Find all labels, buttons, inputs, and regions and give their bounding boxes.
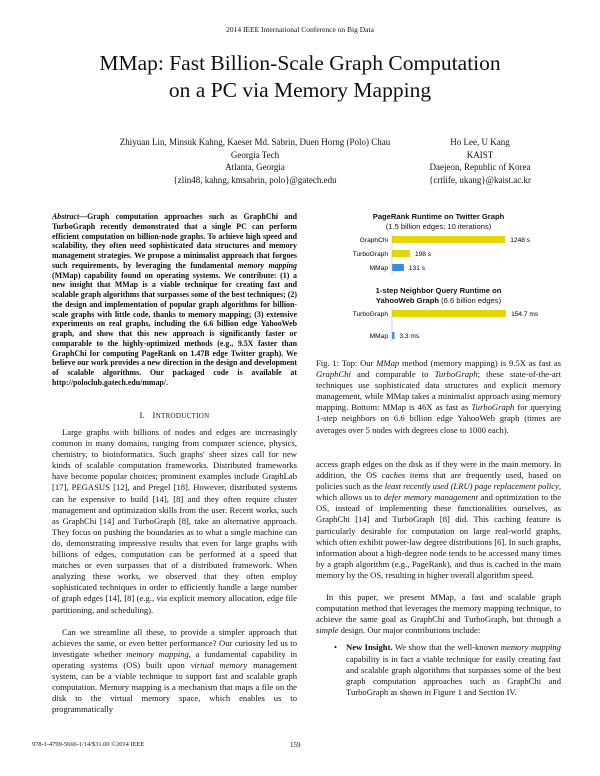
category-label: MMap xyxy=(369,333,388,340)
chart-1-title: PageRank Runtime on Twitter Graph (1.5 billion edges; 10 iterations) xyxy=(372,212,505,231)
bar-turbograph xyxy=(392,250,410,257)
bar-mmap xyxy=(392,264,404,271)
author-emails: {zlin48, kahng, kmsabrin, polo}@gatech.edu xyxy=(173,174,337,185)
category-label: MMap xyxy=(369,265,388,272)
value-label: 131 s xyxy=(408,265,426,272)
title-line-1: MMap: Fast Billion-Scale Graph Computation xyxy=(99,51,501,75)
category-label: GraphChi xyxy=(359,237,388,244)
paragraph: access graph edges on the disk as if they were in the main memory. In addition, the OS caches items that are frequently used, based on policies such as the least recently used (LRU) page replacement policy, which allows us to defer memory management and optimization to the OS, instead of implementing these functionalities ourselves, as GraphChi [14] and TurboGraph [8] did. This caching feature is particularly desirable for computation on large real-world graphs, which often exhibit power-law degree distributions [6]. In such graphs, information about a high-degree node tends to be accessed many times by a graph algorithm (e.g., PageRank), and thus is cached in the main memory by the OS, resulting in higher overall algorithm speed. xyxy=(316,459,562,580)
title-line-2: on a PC via Memory Mapping xyxy=(168,78,432,102)
page-number: 159 xyxy=(290,741,301,749)
chart-2-title: 1-step Neighbor Query Runtime on YahooWeb Graph (6.6 billion edges) xyxy=(375,286,502,305)
figure-1 xyxy=(316,212,561,436)
author-names: Zhiyuan Lin, Minsuk Kahng, Kaeser Md. Sabrin, Duen Horng (Polo) Chau xyxy=(119,137,391,147)
bar-turbograph xyxy=(392,310,506,317)
paragraph: Large graphs with billions of nodes and edges are increasingly common in many domains, ranging from computer science, physics, chemistry, to bioinformatics. Such graphs' sheer sizes call for new kinds of scalable computation frameworks. Distributed frameworks have become popular choices; prominent examples include GraphLab [17], PEGASUS [12], and Pregel [18]. However, distributed systems can be expensive to build [14], [8] and they often require cluster management and optimization skills from the user. Recent works, such as GraphChi [14] and TurboGraph [8], take an alternative approach. They focus on pushing the boundaries as to what a single machine can do, demonstrating impressive results that even for large graphs with billions of edges, computation can be performed at a speed that matches or even surpasses that of a distributed framework. When analyzing these works, we observed that they often employ sophisticated techniques in order to efficiently handle a large number of graph edges [14], [8] (e.g., via explicit memory allocation, edge file partitioning, and scheduling). xyxy=(52,427,297,615)
paragraph: In this paper, we present MMap, a fast and scalable graph computation method that leverages the memory mapping technique, to achieve the same goal as GraphChi and TurboGraph, but through a simple design. Our major contributions include: xyxy=(316,592,561,636)
intro-left-column xyxy=(52,427,297,715)
chart-1-bars xyxy=(316,231,561,277)
intro-right-column xyxy=(316,459,561,698)
author-location: Daejeon, Republic of Korea xyxy=(429,162,531,172)
author-block-georgia-tech xyxy=(90,136,420,186)
value-label: 1248 s xyxy=(510,237,531,244)
paragraph: Can we streamline all these, to provide a simpler approach that achieves the same, or even better performance? Our curiosity led us to investigate whether memory mapping, a fundamental capability in operating systems (OS) built upon virtual memory management system, can be a viable technique to support fast and scalable graph computation. Memory mapping is a mechanism that maps a file on the disk to the virtual memory space, which enables us to programmatically xyxy=(52,626,297,715)
author-emails: {crtlife, ukang}@kaist.ac.kr xyxy=(429,174,531,185)
author-names: Ho Lee, U Kang xyxy=(450,137,510,147)
value-label: 198 s xyxy=(414,251,432,258)
paper-title xyxy=(30,50,570,104)
footer-isbn: 978-1-4799-5666-1/14/$31.00 ©2014 IEEE xyxy=(32,741,145,748)
abstract: Abstract—Graph computation approaches such as GraphChi and TurboGraph recently demonstrated that a single PC can perform efficient computation on billion-node graphs. To achieve high speed and scalability, they often need sophisticated data structures and memory management strategies. We propose a minimalist approach that forgoes such requirements, by leveraging the fundamental memory mapping (MMap) capability found on operating systems. We contribute: (1) a new insight that MMap is a viable technique for creating fast and scalable graph algorithms that surpasses some of the best techniques; (2) the design and implementation of popular graph algorithms for billion-scale graphs with little code, thanks to memory mapping; (3) extensive experiments on real graphs, including the 6.6 billion edge YahooWeb graph, and show that this new approach is significantly faster or comparable to the highly-optimized methods (e.g., 9.5X faster than GraphChi for computing PageRank on 1.47B edge Twitter graph). We believe our work provides a new direction in the design and development of scalable algorithms. Our packaged code is available at http://poloclub.gatech.edu/mmap/. xyxy=(52,212,297,387)
category-label: TurboGraph xyxy=(352,251,388,258)
list-item: • New Insight. We show that the well-known memory mapping capability is in fact a viable technique for easily creating fast and scalable graph algorithms that surpasses some of the best graph computation approaches such as GraphChi and TurboGraph as shown in Figure 1 and Section IV. xyxy=(334,642,561,697)
chart-2-bars xyxy=(316,305,561,347)
bar-mmap xyxy=(392,332,394,339)
author-affiliation: Georgia Tech xyxy=(230,149,280,160)
abstract-label: Abstract xyxy=(52,212,80,221)
figure-1-caption: Fig. 1: Top: Our MMap method (memory mapping) is 9.5X as fast as GraphChi and comparable to TurboGraph; these state-of-the-art techniques use sophisticated data structures and explicit memory management, while MMap takes a minimalist approach using memory mapping. Bottom: MMap is 46X as fast as TurboGraph for querying 1-step neighbors on 6.6 billion edge YahooWeb graph (times are averages over 5 nodes with degrees close to 1000 each). xyxy=(316,358,561,435)
bar-graphchi xyxy=(392,236,505,243)
bullet-icon: • xyxy=(334,642,338,653)
value-label: 3.3 ms xyxy=(399,333,420,340)
value-label: 154.7 ms xyxy=(511,311,539,318)
author-location: Atlanta, Georgia xyxy=(225,162,285,172)
contributions-list xyxy=(316,642,561,697)
author-affiliation: KAIST xyxy=(466,149,494,160)
category-label: TurboGraph xyxy=(352,311,388,318)
conference-header: 2014 IEEE International Conference on Big Data xyxy=(226,25,374,34)
section-heading-introduction: I. INTRODUCTION xyxy=(139,410,210,420)
author-block-kaist xyxy=(420,136,540,186)
